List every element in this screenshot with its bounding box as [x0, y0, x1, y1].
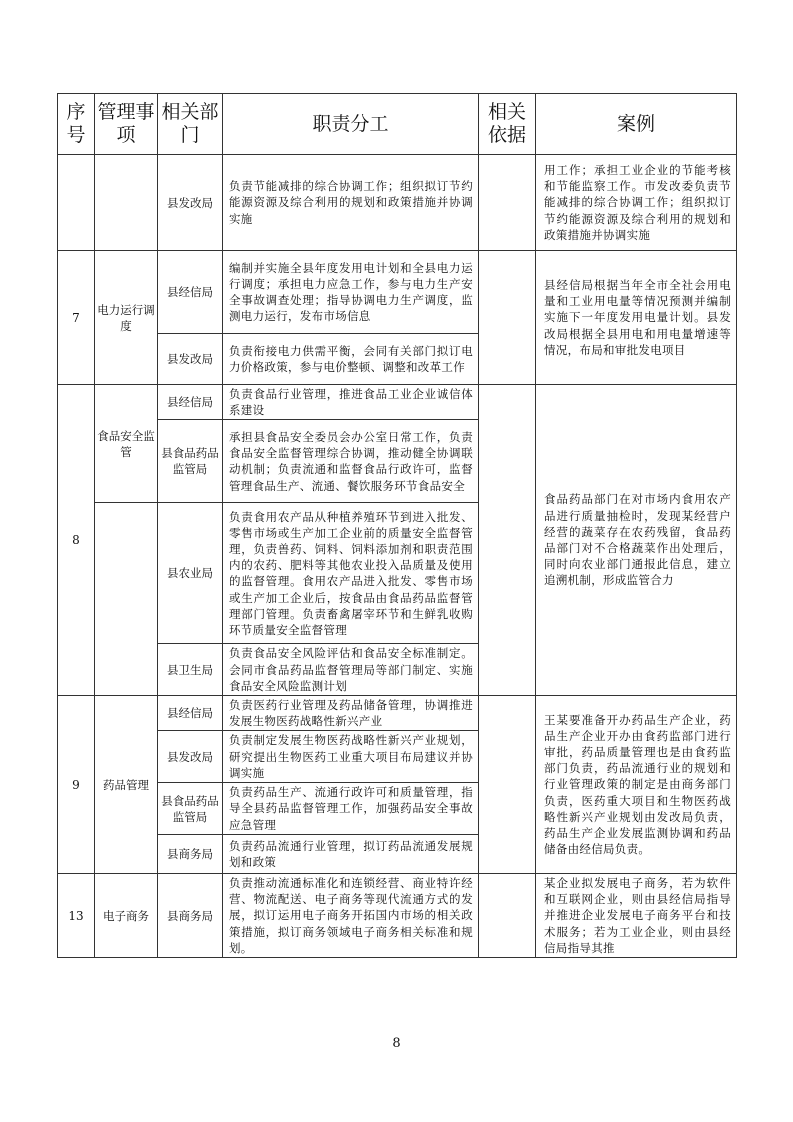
no-cell: 8 — [58, 385, 95, 696]
duty-cell: 编制并实施全县年度发用电计划和全县电力运行调度；承担电力应急工作，参与电力生产安全事故调查处理；指导协调电力生产调度，监测电力运行，发布市场信息 — [223, 251, 479, 334]
duty-cell: 负责药品流通行业管理，拟订药品流通发展规划和政策 — [223, 835, 479, 874]
header-no: 序号 — [58, 94, 95, 155]
item-cell: 药品管理 — [95, 696, 158, 874]
basis-cell — [479, 251, 536, 385]
duty-cell: 负责食品安全风险评估和食品安全标准制定。会同市食品药品监督管理局等部门制定、实施食品安全风险监测计划 — [223, 644, 479, 696]
dept-cell: 县卫生局 — [158, 644, 223, 696]
basis-cell — [479, 385, 536, 696]
header-item: 管理事项 — [95, 94, 158, 155]
dept-cell: 县商务局 — [158, 835, 223, 874]
duty-table — [57, 93, 737, 958]
dept-cell: 县发改局 — [158, 155, 223, 251]
header-row — [58, 94, 737, 155]
table-row — [58, 385, 737, 420]
duty-cell: 负责制定发展生物医药战略性新兴产业规划，研究提出生物医药工业重大项目布局建议并协调实施 — [223, 731, 479, 783]
duty-cell: 负责食品行业管理，推进食品工业企业诚信体系建设 — [223, 385, 479, 420]
case-cell: 食品药品部门在对市场内食用农产品进行质量抽检时，发现某经营户经营的蔬菜存在农药残留，食品药品部门对不合格蔬菜作出处理后，同时向农业部门通报此信息，建立追溯机制，形成监管合力 — [536, 385, 737, 696]
no-cell: 7 — [58, 251, 95, 385]
page-number: 8 — [392, 1036, 401, 1051]
dept-cell: 县发改局 — [158, 334, 223, 385]
item-cell — [95, 503, 158, 696]
table-row — [58, 155, 737, 251]
header-case: 案例 — [536, 94, 737, 155]
dept-cell: 县经信局 — [158, 385, 223, 420]
duty-cell: 负责衔接电力供需平衡，会同有关部门拟订电力价格政策，参与电价整顿、调整和改革工作 — [223, 334, 479, 385]
no-cell — [58, 155, 95, 251]
item-cell: 电子商务 — [95, 874, 158, 958]
basis-cell — [479, 696, 536, 874]
no-cell: 13 — [58, 874, 95, 958]
dept-cell: 县发改局 — [158, 731, 223, 783]
item-cell — [95, 155, 158, 251]
duty-cell: 负责节能减排的综合协调工作；组织拟订节约能源资源及综合利用的规划和政策措施并协调实施 — [223, 155, 479, 251]
duty-cell: 负责推动流通标准化和连锁经营、商业特许经营、物流配送、电子商务等现代流通方式的发展，拟订运用电子商务开拓国内市场的相关政策措施，拟订商务领域电子商务相关标准和规划。 — [223, 874, 479, 958]
dept-cell: 县食品药品监管局 — [158, 420, 223, 503]
case-cell: 某企业拟发展电子商务，若为软件和互联网企业，则由县经信局指导并推进企业发展电子商务平台和技术服务；若为工业企业，则由县经信局指导其推 — [536, 874, 737, 958]
duty-cell: 负责医药行业管理及药品储备管理，协调推进发展生物医药战略性新兴产业 — [223, 696, 479, 731]
basis-cell — [479, 874, 536, 958]
table-row — [58, 251, 737, 334]
basis-cell — [479, 155, 536, 251]
duty-cell: 负责药品生产、流通行政许可和质量管理，指导全县药品监督管理工作，加强药品安全事故应急管理 — [223, 783, 479, 835]
table-row — [58, 696, 737, 731]
item-cell: 电力运行调度 — [95, 251, 158, 385]
item-cell: 食品安全监管 — [95, 385, 158, 503]
case-cell: 用工作；承担工业企业的节能考核和节能监察工作。市发改委负责节能减排的综合协调工作；组织拟订节约能源资源及综合利用的规划和政策措施并协调实施 — [536, 155, 737, 251]
duty-cell: 负责食用农产品从种植养殖环节到进入批发、零售市场或生产加工企业前的质量安全监督管理，负责兽药、饲料、饲料添加剂和职责范围内的农药、肥料等其他农业投入品质量及使用的监督管理。食用农产品进入批发、零售市场或生产加工企业后，按食品由食品药品监督管理部门管理。负责畜禽屠宰环节和生鲜乳收购环节质量安全监督管理 — [223, 503, 479, 644]
duty-cell: 承担县食品安全委员会办公室日常工作，负责食品安全监督管理综合协调，推动健全协调联动机制；负责流通和监督食品行政许可，监督管理食品生产、流通、餐饮服务环节食品安全 — [223, 420, 479, 503]
case-cell: 县经信局根据当年全市全社会用电量和工业用电量等情况预测并编制实施下一年度发用电量计划。县发改局根据全县用电和用电量增速等情况，布局和审批发电项目 — [536, 251, 737, 385]
dept-cell: 县农业局 — [158, 503, 223, 644]
table-row — [58, 874, 737, 958]
dept-cell: 县食品药品监管局 — [158, 783, 223, 835]
dept-cell: 县经信局 — [158, 696, 223, 731]
header-dept: 相关部门 — [158, 94, 223, 155]
dept-cell: 县商务局 — [158, 874, 223, 958]
dept-cell: 县经信局 — [158, 251, 223, 334]
header-duty: 职责分工 — [223, 94, 479, 155]
header-basis: 相关依据 — [479, 94, 536, 155]
case-cell: 王某要准备开办药品生产企业，药品生产企业开办由食药监部门进行审批，药品质量管理也是由食药监部门负责，药品流通行业的规划和行业管理政策的制定是由商务部门负责，医药重大项目和生物医药战略性新兴产业规划由发改局负责，药品生产企业发展监测协调和药品储备由经信局负责。 — [536, 696, 737, 874]
no-cell: 9 — [58, 696, 95, 874]
